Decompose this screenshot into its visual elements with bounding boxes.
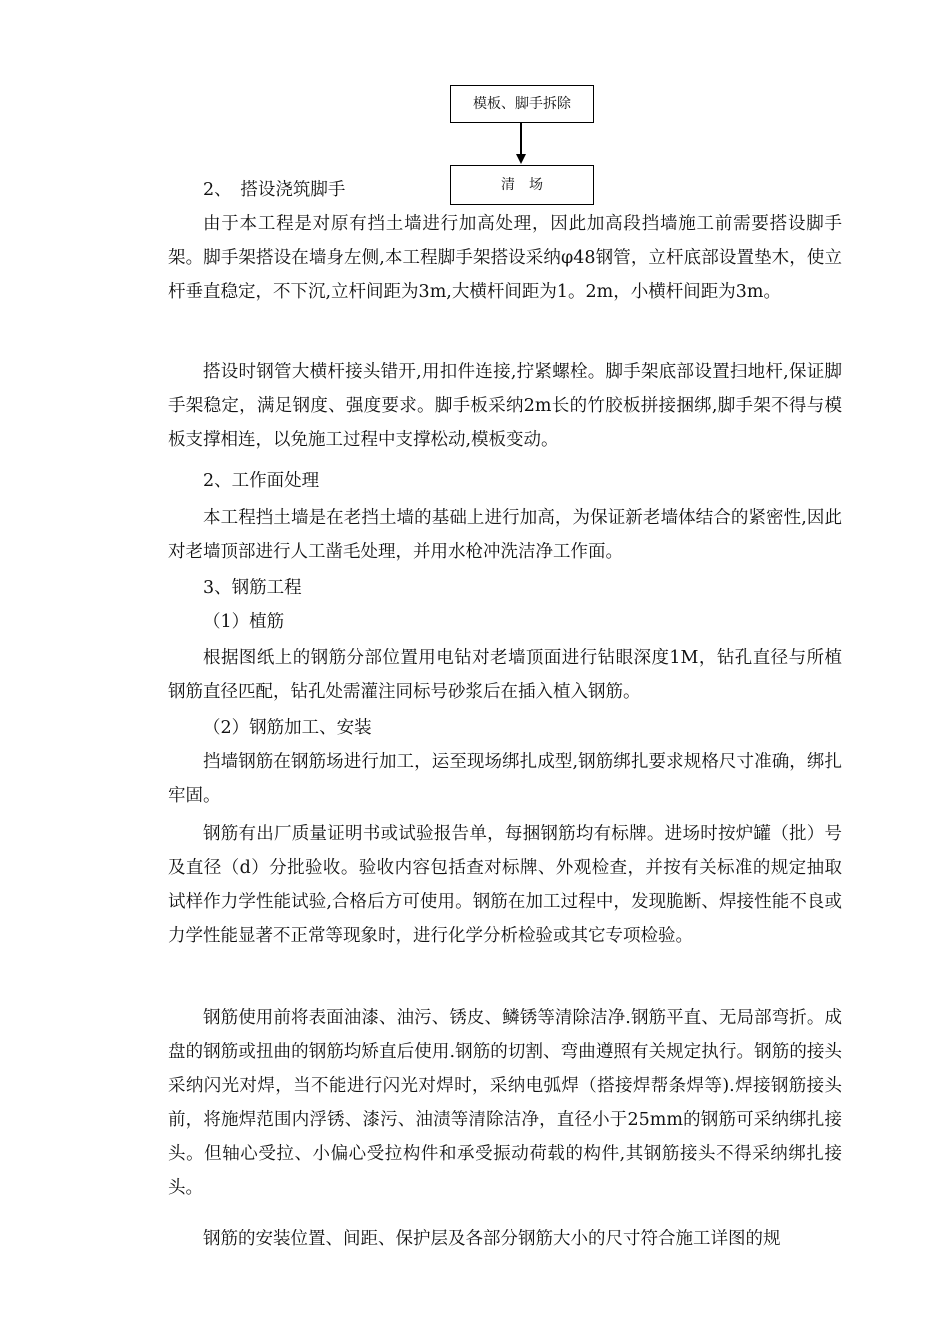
paragraph-rebar-usage: 钢筋使用前将表面油漆、油污、锈皮、鳞锈等清除洁净.钢筋平直、无局部弯折。成盘的钢筋或扭曲的钢筋均矫直后使用.钢筋的切割、弯曲遵照有关规定执行。钢筋的接头采纳闪光对焊，当不能进行闪光对焊时，采纳电弧焊（搭接焊帮条焊等).焊接钢筋接头前，将施焊范围内浮锈、漆污、油渍等清除洁净，直径小于25mm的钢筋可采纳绑扎接头。但轴心受拉、小偏心受拉构件和承受振动荷载的构件,其钢筋接头不得采纳绑扎接头。 — [168, 1008, 842, 1198]
flowchart-connector-line — [520, 123, 522, 155]
subsection-heading-planting: （1）植筋 — [203, 612, 285, 632]
paragraph-scaffold-intro: 由于本工程是对原有挡土墙进行加高处理，因此加高段挡墙施工前需要搭设脚手架。脚手架搭设在墙身左侧,本工程脚手架搭设采纳φ48钢管，立杆底部设置垫木，使立杆垂直稳定，不下沉,立杆间距为3m,大横杆间距为1。2m，小横杆间距为3m。 — [168, 214, 842, 302]
flowchart-step-demolish-formwork — [450, 85, 594, 123]
paragraph-rebar-processing: 挡墙钢筋在钢筋场进行加工，运至现场绑扎成型,钢筋绑扎要求规格尺寸准确，绑扎牢固。 — [168, 752, 842, 806]
subsection-heading-processing: （2）钢筋加工、安装 — [203, 718, 372, 738]
section-heading-scaffold: 2、 搭设浇筑脚手 — [203, 180, 346, 200]
paragraph-work-surface: 本工程挡土墙是在老挡土墙的基础上进行加高，为保证新老墙体结合的紧密性,因此对老墙顶部进行人工凿毛处理，并用水枪冲洗洁净工作面。 — [168, 508, 842, 562]
section-heading-work-surface: 2、工作面处理 — [203, 471, 320, 491]
paragraph-scaffold-setup: 搭设时钢管大横杆接头错开,用扣件连接,拧紧螺栓。脚手架底部设置扫地杆,保证脚手架稳定，满足钢度、强度要求。脚手板采纳2m长的竹胶板拼接捆绑,脚手架不得与模板支撑相连，以免施工过程中支撑松动,模板变动。 — [168, 362, 842, 450]
flowchart-step-label: 模板、脚手拆除 — [473, 96, 571, 112]
section-heading-rebar: 3、钢筋工程 — [203, 578, 302, 598]
paragraph-rebar-inspection: 钢筋有出厂质量证明书或试验报告单，每捆钢筋均有标牌。进场时按炉罐（批）号及直径（d）分批验收。验收内容包括查对标牌、外观检查，并按有关标准的规定抽取试样作力学性能试验,合格后方可使用。钢筋在加工过程中，发现脆断、焊接性能不良或力学性能显著不正常等现象时，进行化学分析检验或其它专项检验。 — [168, 824, 842, 946]
paragraph-rebar-planting: 根据图纸上的钢筋分部位置用电钻对老墙顶面进行钻眼深度1M，钻孔直径与所植钢筋直径匹配，钻孔处需灌注同标号砂浆后在插入植入钢筋。 — [168, 648, 842, 702]
paragraph-rebar-installation: 钢筋的安装位置、间距、保护层及各部分钢筋大小的尺寸符合施工详图的规 — [203, 1229, 781, 1249]
flowchart-step-label: 清 场 — [501, 177, 543, 193]
flowchart-arrow-icon — [516, 154, 526, 164]
